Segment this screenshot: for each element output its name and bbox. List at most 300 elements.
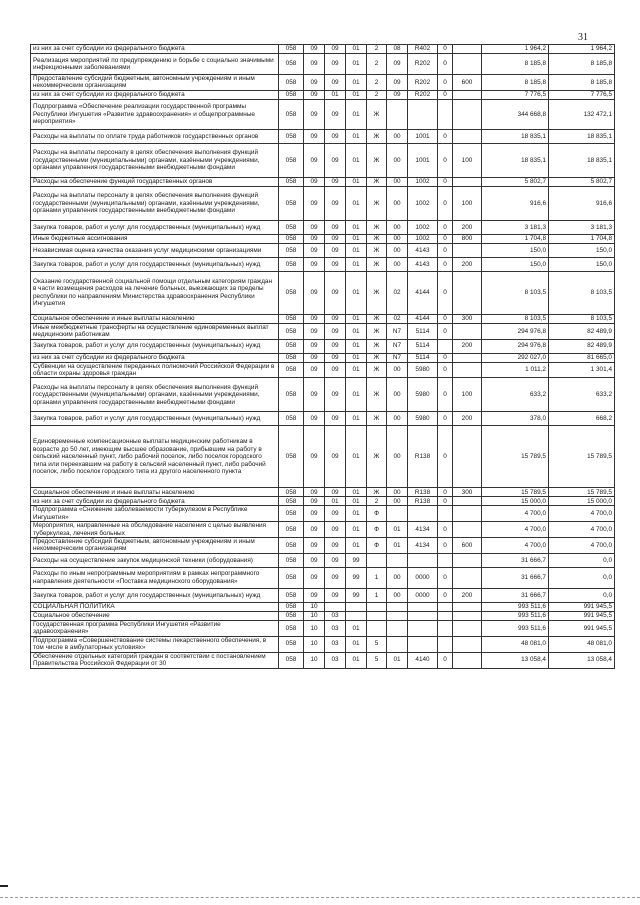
code-cell	[346, 602, 367, 611]
code-cell	[408, 620, 438, 636]
code-cell: 100	[453, 143, 482, 177]
row-name: из них за счет субсидии из федерального бюджета	[31, 353, 279, 362]
code-cell	[387, 99, 408, 129]
table-row	[31, 257, 615, 271]
code-cell: 200	[453, 257, 482, 271]
code-cell: 1001	[408, 143, 438, 177]
row-name: Субвенции на осуществление переданных полномочий Российской Федерации в области охраны здоровья граждан	[31, 362, 279, 378]
code-cell	[408, 99, 438, 129]
code-cell: 200	[453, 339, 482, 353]
code-cell: 09	[325, 588, 346, 602]
table-row	[31, 378, 615, 412]
code-cell: R402	[408, 45, 438, 54]
code-cell	[387, 636, 408, 652]
code-cell	[453, 99, 482, 129]
table-row	[31, 143, 615, 177]
code-cell: 4144	[408, 314, 438, 323]
row-name: из них за счет субсидии из федерального бюджета	[31, 45, 279, 54]
code-cell: 09	[325, 271, 346, 314]
code-cell: 2	[367, 497, 387, 506]
code-cell	[325, 602, 346, 611]
code-cell: Ж	[367, 426, 387, 488]
code-cell: Ж	[367, 353, 387, 362]
code-cell: 058	[279, 567, 304, 588]
code-cell: 09	[325, 129, 346, 143]
amount-cell: 991 945,5	[549, 602, 615, 611]
code-cell	[438, 602, 453, 611]
table-row	[31, 522, 615, 538]
code-cell: 0	[438, 271, 453, 314]
row-name: из них за счет субсидии из федерального бюджета	[31, 90, 279, 99]
code-cell: 09	[304, 588, 325, 602]
code-cell: 09	[325, 506, 346, 522]
table-row	[31, 567, 615, 588]
code-cell: 0	[438, 257, 453, 271]
amount-cell: 48 081,0	[482, 636, 549, 652]
code-cell: 01	[346, 323, 367, 339]
row-name: Реализация мероприятий по предупреждению и борьбе с социально значимыми инфекционными заболеваниями	[31, 54, 279, 75]
code-cell: 300	[453, 488, 482, 497]
code-cell: Ж	[367, 243, 387, 257]
code-cell: 058	[279, 553, 304, 567]
row-name: Предоставление субсидий бюджетным, автономным учреждениям и иным некоммерческим организациям	[31, 538, 279, 554]
code-cell: Ф	[367, 538, 387, 554]
code-cell: 01	[346, 620, 367, 636]
code-cell: 058	[279, 538, 304, 554]
code-cell	[453, 620, 482, 636]
code-cell: 058	[279, 129, 304, 143]
code-cell: 0	[438, 129, 453, 143]
amount-cell: 48 081,0	[549, 636, 615, 652]
code-cell: 01	[346, 129, 367, 143]
code-cell: 100	[453, 378, 482, 412]
code-cell: Ж	[367, 177, 387, 186]
code-cell: 00	[387, 426, 408, 488]
code-cell: Ж	[367, 220, 387, 234]
code-cell: 09	[304, 378, 325, 412]
code-cell: 00	[387, 220, 408, 234]
row-name: Независимая оценка качества оказания услуг медицинскими организациями	[31, 243, 279, 257]
code-cell: 5	[367, 636, 387, 652]
row-name: Расходы по иным непрограммным мероприятиям в рамках непрограммного направления деятельности «Поставка медицинского оборудования»	[31, 567, 279, 588]
amount-cell: 633,2	[549, 378, 615, 412]
code-cell: 09	[304, 553, 325, 567]
amount-cell: 292 027,0	[482, 353, 549, 362]
amount-cell: 18 835,1	[482, 143, 549, 177]
code-cell: Ж	[367, 378, 387, 412]
code-cell: Ж	[367, 143, 387, 177]
code-cell: 0	[438, 54, 453, 75]
code-cell: 09	[325, 553, 346, 567]
table-row	[31, 339, 615, 353]
code-cell	[438, 620, 453, 636]
code-cell: Ж	[367, 271, 387, 314]
code-cell	[438, 99, 453, 129]
amount-cell: 15 000,0	[482, 497, 549, 506]
code-cell: 09	[304, 314, 325, 323]
code-cell: 09	[325, 323, 346, 339]
code-cell: 058	[279, 143, 304, 177]
code-cell: 0	[438, 652, 453, 668]
code-cell: 01	[387, 538, 408, 554]
code-cell: 058	[279, 353, 304, 362]
code-cell: 01	[346, 412, 367, 426]
code-cell: 0	[438, 412, 453, 426]
table-row	[31, 99, 615, 129]
code-cell	[453, 271, 482, 314]
table-row	[31, 90, 615, 99]
code-cell	[453, 553, 482, 567]
amount-cell: 993 511,6	[482, 602, 549, 611]
code-cell: 09	[325, 567, 346, 588]
code-cell: 058	[279, 412, 304, 426]
amount-cell: 344 668,8	[482, 99, 549, 129]
code-cell: 0	[438, 314, 453, 323]
row-name: Расходы на выплаты персоналу в целях обеспечения выполнения функций государственными (муниципальными) органами, казёнными учреждениями, органами управления государственными внебюджетными фондами	[31, 378, 279, 412]
row-name: Социальное обеспечение и иные выплаты населению	[31, 314, 279, 323]
code-cell: Ж	[367, 129, 387, 143]
code-cell: 0	[438, 353, 453, 362]
code-cell: 5980	[408, 378, 438, 412]
code-cell	[408, 553, 438, 567]
code-cell	[453, 567, 482, 588]
code-cell	[453, 522, 482, 538]
code-cell: 01	[346, 652, 367, 668]
amount-cell: 4 700,0	[482, 538, 549, 554]
code-cell: 09	[325, 220, 346, 234]
code-cell: 5980	[408, 412, 438, 426]
code-cell: 09	[304, 362, 325, 378]
amount-cell: 0,0	[549, 567, 615, 588]
code-cell	[438, 611, 453, 620]
code-cell	[453, 426, 482, 488]
amount-cell: 8 185,8	[482, 54, 549, 75]
code-cell: 0000	[408, 567, 438, 588]
code-cell: 02	[387, 271, 408, 314]
code-cell: Ж	[367, 186, 387, 220]
code-cell: 0	[438, 488, 453, 497]
code-cell: 09	[304, 186, 325, 220]
code-cell	[408, 636, 438, 652]
code-cell: Ж	[367, 323, 387, 339]
code-cell: 03	[325, 620, 346, 636]
code-cell: 99	[346, 567, 367, 588]
code-cell: 09	[325, 177, 346, 186]
amount-cell: 18 835,1	[549, 143, 615, 177]
code-cell: 00	[387, 497, 408, 506]
code-cell: 01	[346, 314, 367, 323]
code-cell: 09	[304, 243, 325, 257]
code-cell: 01	[325, 497, 346, 506]
code-cell: 00	[387, 257, 408, 271]
code-cell: 01	[346, 362, 367, 378]
amount-cell: 4 700,0	[549, 538, 615, 554]
amount-cell: 633,2	[482, 378, 549, 412]
code-cell: 4134	[408, 522, 438, 538]
code-cell: R202	[408, 75, 438, 91]
code-cell: 200	[453, 412, 482, 426]
row-name: Расходы на выплаты по оплате труда работников государственных органов	[31, 129, 279, 143]
amount-cell: 150,0	[549, 243, 615, 257]
table-row	[31, 602, 615, 611]
table-row	[31, 271, 615, 314]
row-name: Закупка товаров, работ и услуг для государственных (муниципальных) нужд	[31, 588, 279, 602]
code-cell: 00	[387, 378, 408, 412]
code-cell: N7	[387, 353, 408, 362]
code-cell: 0	[438, 45, 453, 54]
code-cell: Ж	[367, 412, 387, 426]
table-row	[31, 497, 615, 506]
code-cell: 02	[387, 314, 408, 323]
amount-cell: 1 704,8	[549, 234, 615, 243]
code-cell: 058	[279, 488, 304, 497]
table-row	[31, 243, 615, 257]
code-cell: 1002	[408, 186, 438, 220]
row-name: Социальное обеспечение	[31, 611, 279, 620]
code-cell: 0	[438, 522, 453, 538]
code-cell: 09	[387, 54, 408, 75]
code-cell: 1002	[408, 220, 438, 234]
page-number: 31	[578, 32, 588, 43]
code-cell: 4143	[408, 257, 438, 271]
code-cell: 1	[367, 567, 387, 588]
table-row	[31, 220, 615, 234]
code-cell: 00	[387, 412, 408, 426]
code-cell: 0	[438, 243, 453, 257]
amount-cell: 8 185,8	[549, 75, 615, 91]
code-cell	[453, 323, 482, 339]
code-cell: Ж	[367, 362, 387, 378]
code-cell: 09	[304, 506, 325, 522]
code-cell: 09	[325, 339, 346, 353]
code-cell	[453, 362, 482, 378]
code-cell	[387, 506, 408, 522]
amount-cell: 7 776,5	[549, 90, 615, 99]
row-name: СОЦИАЛЬНАЯ ПОЛИТИКА	[31, 602, 279, 611]
code-cell: 5	[367, 652, 387, 668]
code-cell: 10	[304, 620, 325, 636]
code-cell	[453, 129, 482, 143]
code-cell: 1002	[408, 177, 438, 186]
code-cell	[453, 54, 482, 75]
table-row	[31, 636, 615, 652]
code-cell	[408, 611, 438, 620]
table-row	[31, 177, 615, 186]
code-cell: 00	[387, 588, 408, 602]
code-cell: 09	[304, 45, 325, 54]
code-cell: 0	[438, 378, 453, 412]
code-cell: 09	[325, 362, 346, 378]
amount-cell: 150,0	[549, 257, 615, 271]
code-cell: 01	[346, 54, 367, 75]
code-cell: R138	[408, 426, 438, 488]
code-cell: 0	[438, 75, 453, 91]
code-cell	[346, 611, 367, 620]
code-cell: 0	[438, 426, 453, 488]
table-row	[31, 314, 615, 323]
amount-cell: 991 945,5	[549, 620, 615, 636]
code-cell	[453, 652, 482, 668]
table-row	[31, 426, 615, 488]
code-cell: R202	[408, 54, 438, 75]
amount-cell: 150,0	[482, 243, 549, 257]
code-cell: 00	[387, 243, 408, 257]
code-cell: 01	[346, 497, 367, 506]
code-cell: 09	[325, 378, 346, 412]
code-cell: 09	[304, 90, 325, 99]
code-cell: 058	[279, 234, 304, 243]
code-cell: 1002	[408, 234, 438, 243]
row-name: Расходы на выплаты персоналу в целях обеспечения выполнения функций государственными (муниципальными) органами, казёнными учреждениями, органами управления государственными внебюджетными фондами	[31, 186, 279, 220]
code-cell: 09	[325, 234, 346, 243]
code-cell: Ж	[367, 488, 387, 497]
amount-cell: 31 666,7	[482, 588, 549, 602]
row-name: Закупка товаров, работ и услуг для государственных (муниципальных) нужд	[31, 412, 279, 426]
code-cell: 01	[346, 488, 367, 497]
code-cell: 058	[279, 45, 304, 54]
code-cell: 10	[304, 602, 325, 611]
code-cell: 09	[304, 522, 325, 538]
code-cell: 09	[325, 75, 346, 91]
code-cell	[453, 506, 482, 522]
code-cell: Ж	[367, 339, 387, 353]
amount-cell: 8 185,8	[549, 54, 615, 75]
amount-cell: 991 945,5	[549, 611, 615, 620]
code-cell: 0	[438, 538, 453, 554]
code-cell: 01	[346, 143, 367, 177]
code-cell: 09	[325, 412, 346, 426]
code-cell	[438, 553, 453, 567]
code-cell: 09	[304, 129, 325, 143]
amount-cell: 4 700,0	[549, 506, 615, 522]
code-cell: 0	[438, 143, 453, 177]
code-cell: 058	[279, 506, 304, 522]
code-cell: 058	[279, 636, 304, 652]
code-cell: 2	[367, 75, 387, 91]
code-cell: 0	[438, 220, 453, 234]
code-cell: Ж	[367, 314, 387, 323]
code-cell: 01	[346, 339, 367, 353]
code-cell: 09	[304, 220, 325, 234]
code-cell: 5114	[408, 323, 438, 339]
code-cell: 300	[453, 314, 482, 323]
code-cell: 058	[279, 652, 304, 668]
code-cell: 058	[279, 522, 304, 538]
row-name: из них за счет субсидии из федерального бюджета	[31, 497, 279, 506]
code-cell: 0	[438, 362, 453, 378]
amount-cell: 81 665,0	[549, 353, 615, 362]
amount-cell: 4 700,0	[549, 522, 615, 538]
amount-cell: 916,6	[482, 186, 549, 220]
table-row	[31, 553, 615, 567]
code-cell: 01	[346, 378, 367, 412]
code-cell	[438, 506, 453, 522]
code-cell: N7	[387, 323, 408, 339]
code-cell: 01	[346, 271, 367, 314]
amount-cell: 18 835,1	[482, 129, 549, 143]
amount-cell: 15 789,5	[482, 426, 549, 488]
code-cell: 09	[325, 488, 346, 497]
code-cell: 09	[304, 271, 325, 314]
code-cell: 09	[325, 538, 346, 554]
code-cell: 5980	[408, 362, 438, 378]
table-row	[31, 538, 615, 554]
code-cell: 09	[304, 339, 325, 353]
amount-cell: 8 103,5	[482, 271, 549, 314]
amount-cell: 8 103,5	[549, 271, 615, 314]
code-cell: 01	[346, 257, 367, 271]
code-cell: 08	[387, 45, 408, 54]
code-cell: 00	[387, 234, 408, 243]
code-cell: 058	[279, 257, 304, 271]
amount-cell: 916,6	[549, 186, 615, 220]
code-cell: 09	[304, 488, 325, 497]
code-cell: 09	[304, 497, 325, 506]
code-cell: 058	[279, 314, 304, 323]
code-cell: 1	[367, 588, 387, 602]
code-cell	[387, 602, 408, 611]
code-cell: 100	[453, 186, 482, 220]
code-cell: Ж	[367, 99, 387, 129]
amount-cell: 7 776,5	[482, 90, 549, 99]
code-cell: 01	[346, 538, 367, 554]
code-cell: 058	[279, 220, 304, 234]
code-cell: 09	[304, 353, 325, 362]
code-cell: 09	[304, 426, 325, 488]
amount-cell: 993 511,6	[482, 620, 549, 636]
code-cell: 01	[346, 243, 367, 257]
row-name: Расходы на обеспечение функций государственных органов	[31, 177, 279, 186]
row-name: Расходы на выплаты персоналу в целях обеспечения выполнения функций государственными (муниципальными) органами, казёнными учреждениями, органами управления государственными внебюджетными фондами	[31, 143, 279, 177]
code-cell: 01	[346, 177, 367, 186]
amount-cell: 294 976,8	[482, 323, 549, 339]
code-cell: 01	[346, 234, 367, 243]
code-cell: 09	[304, 143, 325, 177]
amount-cell: 1 011,2	[482, 362, 549, 378]
code-cell: R202	[408, 90, 438, 99]
amount-cell: 15 000,0	[549, 497, 615, 506]
code-cell: 10	[304, 652, 325, 668]
code-cell: 01	[346, 220, 367, 234]
code-cell: Ф	[367, 506, 387, 522]
code-cell: 00	[387, 362, 408, 378]
code-cell: R138	[408, 497, 438, 506]
table-row	[31, 620, 615, 636]
code-cell: 01	[346, 99, 367, 129]
code-cell: 0	[438, 588, 453, 602]
code-cell: 4144	[408, 271, 438, 314]
code-cell: 01	[387, 522, 408, 538]
code-cell	[387, 553, 408, 567]
code-cell: 058	[279, 90, 304, 99]
row-name: Социальное обеспечение и иные выплаты населению	[31, 488, 279, 497]
code-cell: 058	[279, 271, 304, 314]
amount-cell: 1 964,2	[549, 45, 615, 54]
code-cell: 5114	[408, 339, 438, 353]
amount-cell: 1 964,2	[482, 45, 549, 54]
code-cell: 99	[346, 553, 367, 567]
amount-cell: 1 301,4	[549, 362, 615, 378]
code-cell: 09	[304, 412, 325, 426]
code-cell: 09	[304, 567, 325, 588]
row-name: Иные межбюджетные трансферты на осуществление единовременных выплат медицинским работникам	[31, 323, 279, 339]
code-cell: Ф	[367, 522, 387, 538]
code-cell: 01	[346, 75, 367, 91]
code-cell: 09	[304, 177, 325, 186]
code-cell: 058	[279, 620, 304, 636]
code-cell: 09	[304, 323, 325, 339]
code-cell: 0	[438, 567, 453, 588]
